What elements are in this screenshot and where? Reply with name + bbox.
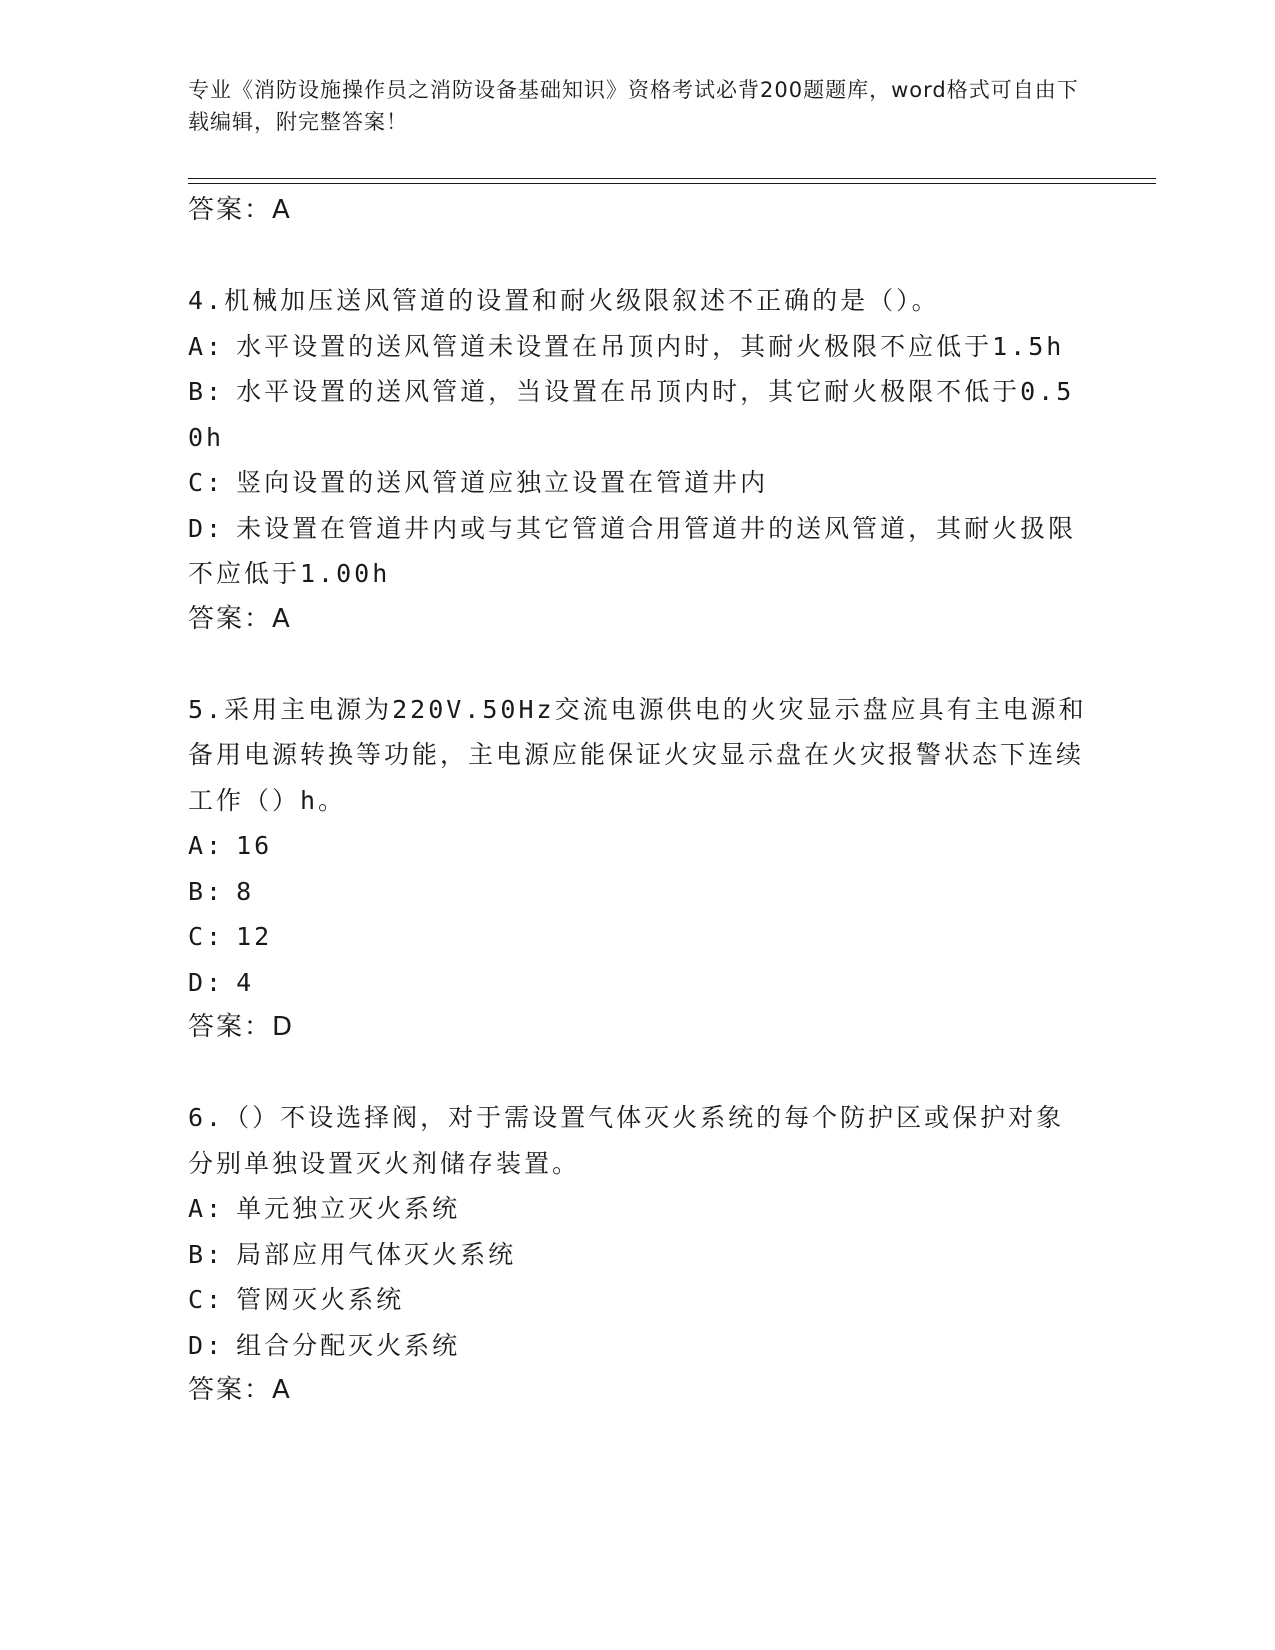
question-6 [188, 1095, 1088, 1413]
question-answer: 答案：A [188, 603, 292, 634]
option-c [188, 460, 1088, 506]
option-text: 16 [236, 831, 273, 860]
option-text: 8 [236, 876, 255, 906]
option-text: 竖向设置的送风管道应独立设置在管道井内 [236, 468, 769, 497]
option-text: 组合分配灭火系统 [236, 1330, 461, 1360]
question-stem: 5.采用主电源为220V.50Hz交流电源供电的火灾显示盘应具有主电源和备用电源转换等功能，主电源应能保证火灾显示盘在火灾报警状态下连续工作（）h。 [188, 694, 1087, 815]
question-4 [188, 278, 1088, 642]
question-answer: 答案：A [188, 1375, 292, 1405]
option-label: A: [188, 831, 225, 860]
option-text: 局部应用气体灭火系统 [236, 1239, 517, 1269]
option-a [188, 324, 1088, 370]
option-text: 单元独立灭火系统 [236, 1194, 461, 1223]
option-text: 管网灭火系统 [236, 1285, 405, 1314]
question-5 [188, 687, 1088, 1051]
page-header: 专业《消防设施操作员之消防设备基础知识》资格考试必背200题题库，word格式可自由下载编辑，附完整答案！ [188, 78, 1079, 134]
option-b [188, 1232, 1088, 1278]
option-c [188, 914, 1088, 960]
option-label: A: [188, 331, 225, 361]
option-b [188, 369, 1088, 460]
option-label: B: [188, 1239, 225, 1269]
option-label: B: [188, 876, 225, 906]
option-d [188, 960, 1088, 1006]
option-c [188, 1277, 1088, 1323]
option-a [188, 1186, 1088, 1232]
option-d [188, 1323, 1088, 1369]
option-label: D: [188, 513, 225, 543]
option-text: 12 [236, 922, 273, 951]
option-label: D: [188, 1330, 225, 1360]
header-divider [188, 178, 1156, 184]
option-text: 水平设置的送风管道，当设置在吊顶内时，其它耐火极限不低于0.50h [188, 377, 1075, 452]
option-label: D: [188, 967, 225, 997]
option-label: C: [188, 922, 225, 951]
question-answer: 答案：D [188, 1012, 295, 1042]
option-b [188, 869, 1088, 915]
option-label: C: [188, 468, 225, 497]
option-label: B: [188, 377, 225, 406]
question-stem: 4.机械加压送风管道的设置和耐火级限叙述不正确的是（）。 [188, 286, 940, 315]
option-text: 未设置在管道井内或与其它管道合用管道井的送风管道，其耐火扱限不应低于1.00h [188, 513, 1077, 588]
option-label: A: [188, 1194, 225, 1223]
option-text: 4 [236, 967, 255, 997]
question-stem: 6.（）不设选择阀，对于需设置气体灭火系统的每个防护区或保护对象分别单独设置灭火剂储存装置。 [188, 1103, 1065, 1178]
option-text: 水平设置的送风管道未设置在吊顶内时，其耐火极限不应低于1.5h [236, 331, 1065, 361]
document-body [188, 188, 1088, 1413]
option-a [188, 823, 1088, 869]
option-label: C: [188, 1285, 225, 1314]
previous-answer: 答案：A [188, 195, 292, 225]
option-d [188, 506, 1088, 597]
